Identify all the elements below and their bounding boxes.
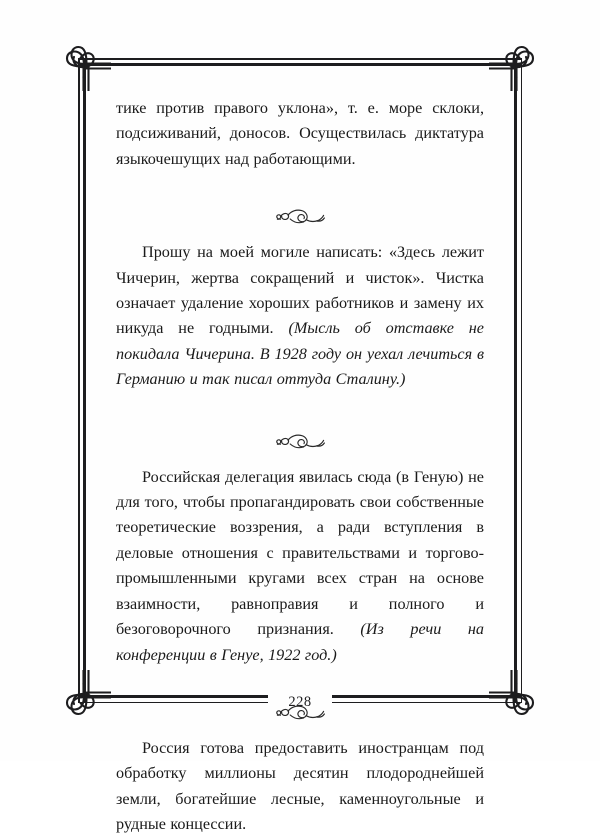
flourish-divider-2 bbox=[116, 425, 484, 459]
spacer-2 bbox=[116, 393, 484, 415]
paragraph-3-text: Российская делегация явилась сюда (в Геную) не для того, чтобы пропагандировать свои собственные теоретические воззрения, а ради вступления в деловые отношения с правительствами и торгово-промышленными кругами всех стран на основе взаимности, равноправия и полного и безоговорочного признания. bbox=[116, 467, 484, 639]
page-number: 228 bbox=[288, 694, 312, 710]
paragraph-2 bbox=[116, 240, 484, 392]
paragraph-1: тике против правого уклона», т. е. море склоки, подсиживаний, доносов. Осуществилась диктатура языкочешущих над работающими. bbox=[116, 99, 484, 168]
frame-rule-left-inner bbox=[83, 58, 86, 703]
knot-ornament-bottom-left bbox=[53, 670, 111, 728]
paragraph-4: Россия готова предоставить иностранцам под обработку миллионы десятин плодороднейшей земли, богатейшие лесные, каменноугольные и рудные концессии. bbox=[116, 738, 484, 834]
spacer-1 bbox=[116, 172, 484, 190]
frame-rule-top-outer bbox=[78, 58, 522, 60]
frame-rule-right-inner bbox=[514, 58, 517, 703]
text-column bbox=[116, 96, 484, 838]
knot-ornament-top-left bbox=[53, 33, 111, 91]
frame-rule-right-outer bbox=[521, 58, 523, 703]
paragraph-2-attribution: (Мысль об отставке не покидала Чичерина. В 1928 году он уехал лечиться в Германию и так писал оттуда Сталину.) bbox=[116, 319, 484, 389]
knot-ornament-top-right bbox=[489, 33, 547, 91]
knot-ornament-bottom-right bbox=[489, 670, 547, 728]
paragraph-3 bbox=[116, 465, 484, 668]
paragraph-3-attribution: (Из речи на конференции в Генуе, 1922 год.) bbox=[116, 620, 485, 664]
spacer-3 bbox=[116, 668, 484, 686]
flourish-divider-3 bbox=[116, 696, 484, 730]
frame-rule-left-outer bbox=[78, 58, 80, 703]
paragraph-2-text: Прошу на моей могиле написать: «Здесь лежит Чичерин, жертва сокращений и чисток». Чистка означает удаление хороших работников и замену их никуда не годными. bbox=[116, 243, 484, 338]
flourish-divider-1 bbox=[116, 200, 484, 234]
frame-rule-top-inner bbox=[78, 63, 522, 66]
